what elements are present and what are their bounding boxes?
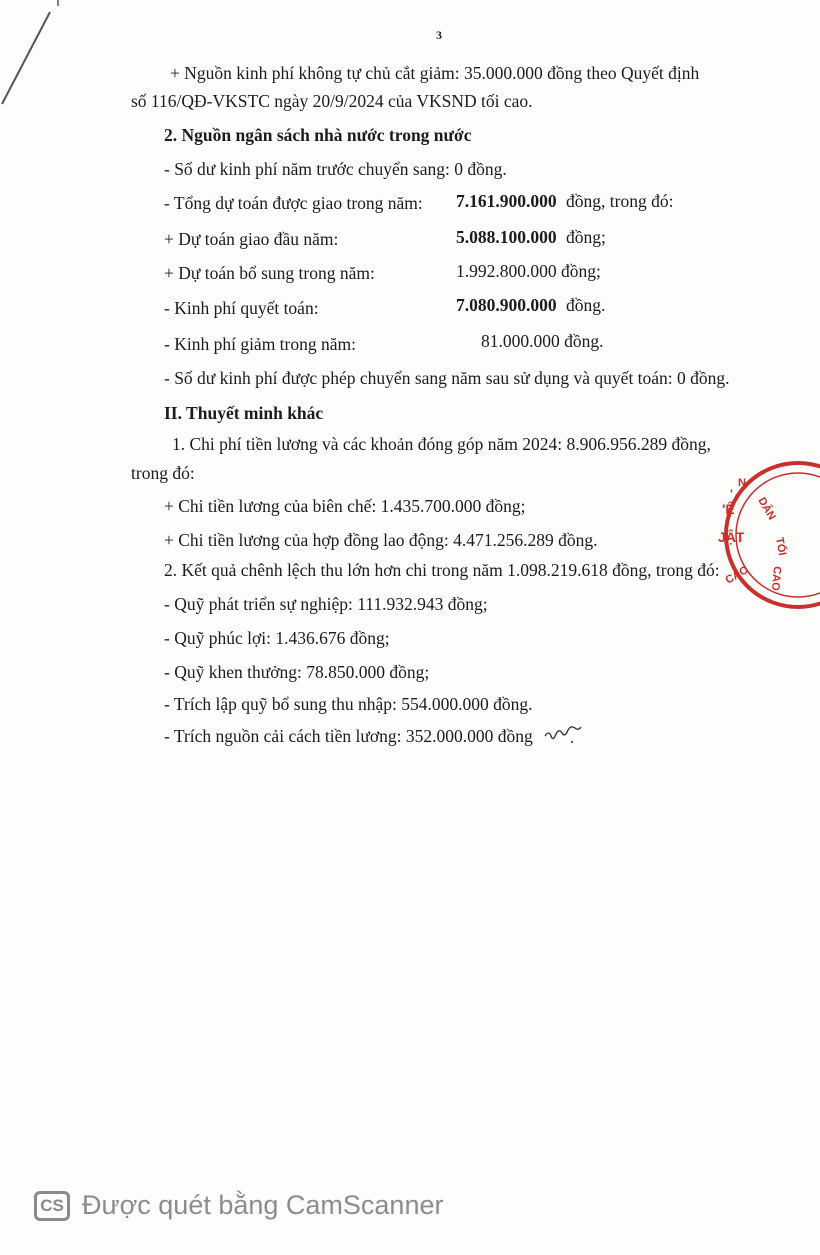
text-line: - Trích lập quỹ bổ sung thu nhập: 554.000.000 đồng. [164, 694, 533, 714]
red-seal-stamp [718, 460, 820, 610]
line-label: - Tổng dự toán được giao trong năm: [164, 193, 423, 213]
svg-text:CAO: CAO [723, 563, 751, 587]
svg-text:N: N [738, 477, 746, 489]
section-heading: 2. Nguồn ngân sách nhà nước trong nước [164, 125, 472, 145]
amount-suffix: đồng, trong đó: [566, 191, 674, 211]
camscanner-logo-icon: CS [34, 1191, 70, 1221]
text-line: 2. Kết quả chênh lệch thu lớn hơn chi trong năm 1.098.219.618 đồng, trong đó: [164, 560, 720, 580]
text-line: - Số dư kinh phí được phép chuyển sang năm sau sử dụng và quyết toán: 0 đồng. [164, 368, 730, 388]
text-line: 1. Chi phí tiền lương và các khoản đóng góp năm 2024: 8.906.956.289 đồng, [172, 434, 711, 454]
line-label: - Kinh phí giảm trong năm: [164, 334, 356, 354]
line-label: + Dự toán giao đầu năm: [164, 229, 339, 249]
camscanner-watermark [34, 1190, 443, 1221]
text-line: số 116/QĐ-VKSTC ngày 20/9/2024 của VKSND tối cao. [131, 91, 533, 111]
handwritten-initial [542, 720, 584, 748]
svg-text:TỐI: TỐI [773, 536, 789, 557]
svg-text:'Ệ: 'Ệ [722, 501, 735, 517]
amount-suffix: đồng. [566, 295, 606, 315]
section-heading: II. Thuyết minh khác [164, 403, 324, 423]
text-line: - Số dư kinh phí năm trước chuyển sang: 0 đồng. [164, 159, 507, 179]
text-line: - Quỹ phúc lợi: 1.436.676 đồng; [164, 628, 390, 648]
svg-text:JẬT: JẬT [718, 529, 745, 545]
text-line: - Quỹ khen thưởng: 78.850.000 đồng; [164, 662, 430, 682]
text-line: + Nguồn kinh phí không tự chủ cắt giảm: 35.000.000 đồng theo Quyết định [170, 63, 700, 83]
scan-edge-mark [0, 0, 60, 110]
text-line: + Chi tiền lương của biên chế: 1.435.700.000 đồng; [164, 496, 526, 516]
amount-value: 1.992.800.000 đồng; [456, 261, 601, 281]
text-line: - Trích nguồn cải cách tiền lương: 352.000.000 đồng [164, 726, 533, 746]
amount-suffix: đồng; [566, 227, 606, 247]
line-label: + Dự toán bổ sung trong năm: [164, 263, 375, 283]
text-line: - Quỹ phát triển sự nghiệp: 111.932.943 đồng; [164, 594, 488, 614]
text-line: trong đó: [131, 463, 195, 483]
svg-text:': ' [730, 487, 733, 501]
amount-value: 7.080.900.000 [456, 295, 557, 315]
amount-value: 81.000.000 đồng. [481, 331, 604, 351]
amount-value: 5.088.100.000 [456, 227, 557, 247]
page-number: 3 [436, 28, 442, 42]
text-line: + Chi tiền lương của hợp đồng lao động: 4.471.256.289 đồng. [164, 530, 598, 550]
line-label: - Kinh phí quyết toán: [164, 298, 319, 318]
svg-text:DÂN: DÂN [755, 495, 778, 523]
amount-value: 7.161.900.000 [456, 191, 557, 211]
svg-text:CAO: CAO [768, 565, 783, 592]
camscanner-text: Được quét bằng CamScanner [82, 1190, 444, 1220]
